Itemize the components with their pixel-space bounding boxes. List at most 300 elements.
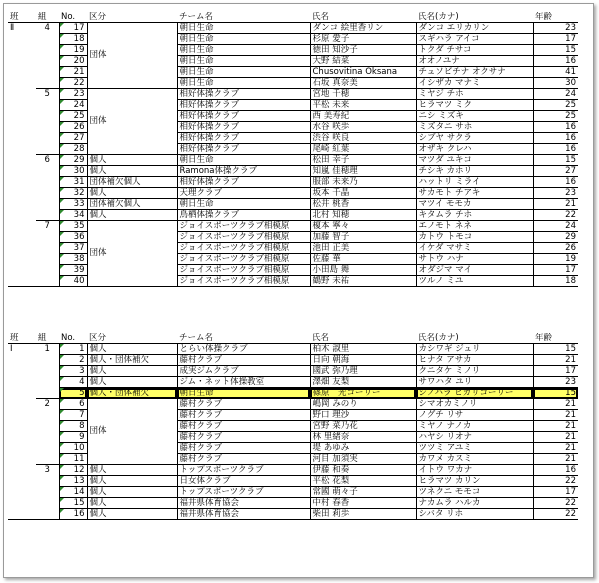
team-cell: 朝日生命	[177, 199, 310, 210]
age-cell: 24	[533, 89, 578, 100]
name-cell: 徳田 知沙子	[310, 45, 416, 56]
no-cell: 17	[59, 23, 87, 34]
kana-cell: サトウ ハナ	[416, 254, 533, 265]
name-cell: 松井 桃香	[310, 199, 416, 210]
team-cell: 相好体操クラブ	[177, 111, 310, 122]
name-cell: 河目 加須実	[310, 454, 416, 465]
team-cell: 藤村クラブ	[177, 432, 310, 443]
no-cell: 15	[59, 498, 87, 509]
no-cell: 40	[59, 276, 87, 287]
age-cell: 21	[533, 355, 578, 366]
age-cell: 21	[533, 432, 578, 443]
kana-cell: オオノユナ	[416, 56, 533, 67]
team-cell: ジョイスポーツクラブ相模原	[177, 232, 310, 243]
han-cell	[8, 509, 36, 520]
no-cell: 33	[59, 199, 87, 210]
han-cell	[8, 399, 36, 410]
age-cell: 15	[533, 388, 578, 399]
name-cell: Chusovitina Oksana	[310, 67, 416, 78]
name-cell: 榎本 寧々	[310, 221, 416, 232]
kana-cell: サカモト チアキ	[416, 188, 533, 199]
age-cell: 21	[533, 454, 578, 465]
age-cell: 23	[533, 377, 578, 388]
han-cell	[8, 133, 36, 144]
kubun-cell: 個人	[87, 487, 177, 498]
team-cell: 藤村クラブ	[177, 443, 310, 454]
han-cell	[8, 34, 36, 45]
kumi-cell	[36, 454, 59, 465]
kumi-cell	[36, 78, 59, 89]
table-row	[8, 188, 578, 199]
han-cell	[8, 122, 36, 133]
kana-cell: キタムラ チホ	[416, 210, 533, 221]
roster-table-1	[8, 333, 578, 520]
kumi-cell	[36, 199, 59, 210]
kumi-cell	[36, 100, 59, 111]
team-cell: 朝日生命	[177, 155, 310, 166]
kubun-cell: 個人	[87, 366, 177, 377]
no-cell: 11	[59, 454, 87, 465]
kana-cell: シマオカミノリ	[416, 399, 533, 410]
name-cell: 大野 結菜	[310, 56, 416, 67]
no-cell: 23	[59, 89, 87, 100]
table-row	[8, 89, 578, 100]
kana-cell: ツツミ アユミ	[416, 443, 533, 454]
table-row	[8, 366, 578, 377]
table-row	[8, 355, 578, 366]
kana-cell: シバタ リホ	[416, 509, 533, 520]
no-cell: 18	[59, 34, 87, 45]
team-cell: 朝日生命	[177, 56, 310, 67]
han-cell	[8, 232, 36, 243]
header-kubun: 区分	[87, 12, 177, 23]
no-cell: 2	[59, 355, 87, 366]
kumi-cell	[36, 56, 59, 67]
kumi-cell: 3	[44, 464, 50, 475]
kana-cell: ハヤシ リオナ	[416, 432, 533, 443]
kana-cell: イシザカ マナミ	[416, 78, 533, 89]
kubun-cell: 個人	[87, 476, 177, 487]
age-cell: 21	[533, 410, 578, 421]
table-row	[8, 487, 578, 498]
team-cell: 相好体操クラブ	[177, 122, 310, 133]
name-cell: 嶋岡 みのり	[310, 399, 416, 410]
name-cell: 水谷 咲歩	[310, 122, 416, 133]
kubun-cell: 個人	[87, 155, 177, 166]
age-cell: 30	[533, 78, 578, 89]
kana-cell: エノモト ネネ	[416, 221, 533, 232]
kumi-cell	[36, 377, 59, 388]
han-cell	[8, 432, 36, 443]
kana-cell: ナカムラ ハルカ	[416, 498, 533, 509]
table-row	[8, 498, 578, 509]
header-team: チーム名	[177, 12, 310, 23]
han-cell	[8, 89, 36, 100]
name-cell: 平松 未来	[310, 100, 416, 111]
team-cell: 成実ジムクラブ	[177, 366, 310, 377]
kumi-cell	[36, 443, 59, 454]
han-cell	[8, 155, 36, 166]
kumi-cell	[36, 111, 59, 122]
no-cell: 9	[59, 432, 87, 443]
name-cell: ダンコ 絵里香リン	[310, 23, 416, 34]
age-cell: 16	[533, 133, 578, 144]
no-cell: 35	[59, 221, 87, 232]
team-cell: 福井県体育協会	[177, 509, 310, 520]
no-cell: 3	[59, 366, 87, 377]
age-cell: 22	[533, 476, 578, 487]
han-cell	[8, 177, 36, 188]
kubun-cell: 個人	[87, 166, 177, 177]
kana-cell: シブヤ サクラ	[416, 133, 533, 144]
han-cell	[8, 210, 36, 221]
han-cell	[8, 265, 36, 276]
team-cell: 相好体操クラブ	[177, 144, 310, 155]
han-cell	[8, 421, 36, 432]
header-no: No.	[59, 333, 87, 344]
kumi-cell	[36, 476, 59, 487]
kubun-cell: 個人・団体補欠	[87, 355, 177, 366]
table-row	[8, 476, 578, 487]
kumi-cell	[36, 355, 59, 366]
kana-cell: スギハラ アイコ	[416, 34, 533, 45]
kana-cell: ミヤジ チホ	[416, 89, 533, 100]
han-cell	[8, 254, 36, 265]
age-cell: 25	[533, 111, 578, 122]
no-cell: 14	[59, 487, 87, 498]
table-row	[8, 399, 578, 410]
header-name: 氏名	[310, 333, 416, 344]
team-cell: Ramona体操クラブ	[177, 166, 310, 177]
kumi-cell	[36, 410, 59, 421]
name-cell: 北村 知穂	[310, 210, 416, 221]
han-cell	[8, 454, 36, 465]
kumi-cell	[36, 432, 59, 443]
no-cell: 36	[59, 232, 87, 243]
name-cell: 伊藤 和奏	[310, 465, 416, 476]
team-cell: 相好体操クラブ	[177, 100, 310, 111]
no-cell: 10	[59, 443, 87, 454]
team-cell: 朝日生命	[177, 45, 310, 56]
team-cell: ジョイスポーツクラブ相模原	[177, 243, 310, 254]
kubun-cell: 個人	[87, 344, 177, 355]
kubun-merged-cell: 団体	[87, 399, 177, 465]
kana-cell: ツネクニ モモコ	[416, 487, 533, 498]
kumi-cell	[36, 421, 59, 432]
han-cell	[8, 111, 36, 122]
team-cell: 相好体操クラブ	[177, 89, 310, 100]
kumi-cell: 1	[44, 343, 50, 354]
table-row	[8, 388, 578, 399]
kana-cell: カトウ トモコ	[416, 232, 533, 243]
age-cell: 22	[533, 498, 578, 509]
kumi-cell	[36, 254, 59, 265]
team-cell: 藤村クラブ	[177, 421, 310, 432]
table-row	[8, 221, 578, 232]
age-cell: 16	[533, 465, 578, 476]
kana-cell: ヒラマツ カリン	[416, 476, 533, 487]
han-cell	[8, 45, 36, 56]
team-cell: ジム・ネット体操教室	[177, 377, 310, 388]
name-cell: 國武 弥乃理	[310, 366, 416, 377]
age-cell: 29	[533, 232, 578, 243]
no-cell: 5	[59, 388, 87, 399]
kubun-cell: 個人	[87, 210, 177, 221]
age-cell: 17	[533, 366, 578, 377]
no-cell: 13	[59, 476, 87, 487]
kubun-cell: 個人	[87, 377, 177, 388]
kubun-cell: 個人	[87, 509, 177, 520]
age-cell: 16	[533, 56, 578, 67]
age-cell: 41	[533, 67, 578, 78]
han-cell	[8, 487, 36, 498]
age-cell: 22	[533, 210, 578, 221]
age-cell: 19	[533, 254, 578, 265]
name-cell: 佐藤 華	[310, 254, 416, 265]
table-row	[8, 23, 578, 34]
kana-cell: ヒナタ アサカ	[416, 355, 533, 366]
kana-cell: クニタケ ミノリ	[416, 366, 533, 377]
name-cell: 石坂 真奈美	[310, 78, 416, 89]
name-cell: 小田島 舞	[310, 265, 416, 276]
name-cell: 日向 朝海	[310, 355, 416, 366]
header-kumi: 組	[36, 12, 59, 23]
kumi-cell	[36, 133, 59, 144]
name-cell: 尾崎 紅葉	[310, 144, 416, 155]
age-cell: 25	[533, 100, 578, 111]
table-row	[8, 155, 578, 166]
age-cell: 23	[533, 188, 578, 199]
header-age: 年齢	[533, 12, 578, 23]
han-cell	[8, 100, 36, 111]
han-cell	[8, 56, 36, 67]
roster-table-2	[8, 12, 578, 287]
age-cell: 27	[533, 166, 578, 177]
no-cell: 20	[59, 56, 87, 67]
kana-cell: マツダ ユキコ	[416, 155, 533, 166]
header-kana: 氏名(カナ)	[416, 12, 533, 23]
kumi-cell	[36, 166, 59, 177]
kumi-cell	[36, 232, 59, 243]
name-cell: 松田 幸子	[310, 155, 416, 166]
team-cell: 日女体クラブ	[177, 476, 310, 487]
no-cell: 7	[59, 410, 87, 421]
kubun-cell: 団体補欠個人	[87, 177, 177, 188]
no-cell: 39	[59, 265, 87, 276]
team-cell: トップスポーツクラブ	[177, 487, 310, 498]
name-cell: 常國 萌々子	[310, 487, 416, 498]
no-cell: 32	[59, 188, 87, 199]
kana-cell: ハットリ ミライ	[416, 177, 533, 188]
age-cell: 17	[533, 265, 578, 276]
age-cell: 17	[533, 487, 578, 498]
name-cell: 篠原 光コーリー	[310, 388, 416, 399]
han-cell	[8, 355, 36, 366]
no-cell: 29	[59, 155, 87, 166]
no-cell: 19	[59, 45, 87, 56]
team-cell: 朝日生命	[177, 78, 310, 89]
no-cell: 8	[59, 421, 87, 432]
no-cell: 12	[59, 465, 87, 476]
age-cell: 21	[533, 421, 578, 432]
kubun-merged-cell: 団体	[87, 221, 177, 287]
age-cell: 21	[533, 443, 578, 454]
kumi-cell	[36, 144, 59, 155]
name-cell: 宮野 菜乃花	[310, 421, 416, 432]
name-cell: 知嵐 佳穂理	[310, 166, 416, 177]
no-cell: 38	[59, 254, 87, 265]
kumi-cell	[36, 366, 59, 377]
header-team: チーム名	[177, 333, 310, 344]
kumi-cell: 7	[44, 220, 50, 231]
no-cell: 31	[59, 177, 87, 188]
han-cell: Ⅱ	[10, 22, 15, 33]
name-cell: 池田 正美	[310, 243, 416, 254]
kumi-cell	[36, 487, 59, 498]
name-cell: 宮地 千穂	[310, 89, 416, 100]
header-han: 班	[8, 333, 36, 344]
age-cell: 21	[533, 199, 578, 210]
header-row	[8, 12, 578, 23]
kana-cell: カワメ カスミ	[416, 454, 533, 465]
kumi-cell	[36, 276, 59, 287]
han-cell	[8, 166, 36, 177]
kumi-cell	[36, 388, 59, 399]
no-cell: 34	[59, 210, 87, 221]
name-cell: 加藤 智子	[310, 232, 416, 243]
kana-cell: オダジマ マイ	[416, 265, 533, 276]
kana-cell: イケダ マサミ	[416, 243, 533, 254]
age-cell: 18	[533, 276, 578, 287]
name-cell: 渋谷 咲良	[310, 133, 416, 144]
kana-cell: ミズタニ サホ	[416, 122, 533, 133]
team-cell: 相好体操クラブ	[177, 177, 310, 188]
team-cell: とらい体操クラブ	[177, 344, 310, 355]
han-cell	[8, 276, 36, 287]
no-cell: 16	[59, 509, 87, 520]
team-cell: 朝日生命	[177, 34, 310, 45]
kumi-cell	[36, 243, 59, 254]
kana-cell: ノグチ リサ	[416, 410, 533, 421]
header-no: No.	[59, 12, 87, 23]
table-row	[8, 465, 578, 476]
kumi-cell: 2	[44, 398, 50, 409]
name-cell: 柏木 淑里	[310, 344, 416, 355]
kumi-cell	[36, 210, 59, 221]
kana-cell: チシキ カホリ	[416, 166, 533, 177]
header-han: 班	[8, 12, 36, 23]
kubun-cell: 個人・団体補欠	[87, 388, 177, 399]
han-cell	[8, 67, 36, 78]
team-cell: ジョイスポーツクラブ相模原	[177, 254, 310, 265]
team-cell: 鳥栖体操クラブ	[177, 210, 310, 221]
han-cell	[8, 188, 36, 199]
name-cell: 野口 理沙	[310, 410, 416, 421]
header-kumi: 組	[36, 333, 59, 344]
kumi-cell	[36, 188, 59, 199]
han-cell	[8, 366, 36, 377]
name-cell: 平松 花梨	[310, 476, 416, 487]
no-cell: 22	[59, 78, 87, 89]
age-cell: 24	[533, 221, 578, 232]
kana-cell: ミヤノ ナノカ	[416, 421, 533, 432]
name-cell: 澤畑 友梨	[310, 377, 416, 388]
kumi-cell: 5	[44, 88, 50, 99]
kumi-cell: 6	[44, 154, 50, 165]
kana-cell: マツイ モモカ	[416, 199, 533, 210]
han-cell	[8, 443, 36, 454]
no-cell: 4	[59, 377, 87, 388]
name-cell: 堤 あゆみ	[310, 443, 416, 454]
kumi-cell	[36, 122, 59, 133]
kubun-merged-cell: 団体	[87, 89, 177, 155]
kubun-cell: 団体補欠個人	[87, 199, 177, 210]
kubun-merged-cell: 団体	[87, 23, 177, 89]
no-cell: 30	[59, 166, 87, 177]
no-cell: 25	[59, 111, 87, 122]
no-cell: 37	[59, 243, 87, 254]
no-cell: 26	[59, 122, 87, 133]
age-cell: 15	[533, 344, 578, 355]
kumi-cell	[36, 509, 59, 520]
table-row	[8, 199, 578, 210]
han-cell	[8, 498, 36, 509]
kumi-cell	[36, 45, 59, 56]
han-cell	[8, 78, 36, 89]
kumi-cell	[36, 498, 59, 509]
no-cell: 24	[59, 100, 87, 111]
han-cell	[8, 410, 36, 421]
team-cell: 藤村クラブ	[177, 355, 310, 366]
team-cell: 朝日生命	[177, 67, 310, 78]
age-cell: 23	[533, 23, 578, 34]
age-cell: 22	[533, 509, 578, 520]
header-kubun: 区分	[87, 333, 177, 344]
name-cell: 服部 未来乃	[310, 177, 416, 188]
team-cell: ジョイスポーツクラブ相模原	[177, 221, 310, 232]
team-cell: ジョイスポーツクラブ相模原	[177, 265, 310, 276]
team-cell: トップスポーツクラブ	[177, 465, 310, 476]
table-row	[8, 177, 578, 188]
table-row	[8, 377, 578, 388]
name-cell: 坂本 千晶	[310, 188, 416, 199]
han-cell	[8, 221, 36, 232]
han-cell	[8, 476, 36, 487]
kana-cell: ダンコ エリカリン	[416, 23, 533, 34]
kumi-cell	[36, 34, 59, 45]
team-cell: 藤村クラブ	[177, 454, 310, 465]
header-age: 年齢	[533, 333, 578, 344]
table-row	[8, 344, 578, 355]
age-cell: 15	[533, 45, 578, 56]
team-cell: 藤村クラブ	[177, 399, 310, 410]
han-cell	[8, 465, 36, 476]
team-cell: 福井県体育協会	[177, 498, 310, 509]
kumi-cell	[36, 67, 59, 78]
kumi-cell	[36, 177, 59, 188]
age-cell: 16	[533, 144, 578, 155]
name-cell: 林 里緒奈	[310, 432, 416, 443]
team-cell: 相好体操クラブ	[177, 133, 310, 144]
team-cell: 藤村クラブ	[177, 410, 310, 421]
kana-cell: チュソビチナ オクサナ	[416, 67, 533, 78]
age-cell: 16	[533, 122, 578, 133]
team-cell: 朝日生命	[177, 388, 310, 399]
han-cell: Ⅰ	[10, 343, 13, 354]
kubun-cell: 個人	[87, 188, 177, 199]
name-cell: 杉原 愛子	[310, 34, 416, 45]
kana-cell: サワハタ ユリ	[416, 377, 533, 388]
